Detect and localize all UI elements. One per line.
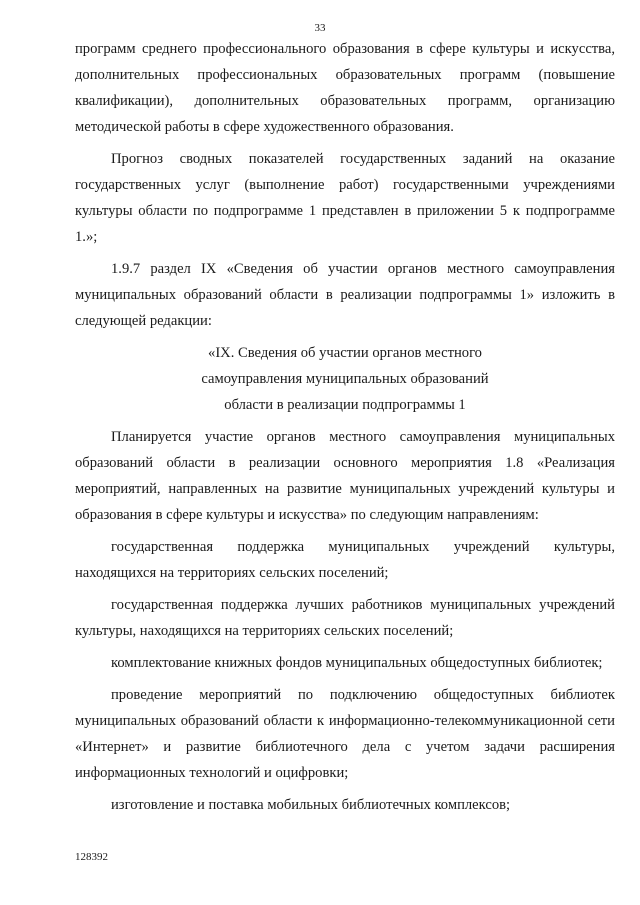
list-item-mobile-libraries: изготовление и поставка мобильных библиотечных комплексов; [111,797,511,813]
list-item-best-workers: государственная поддержка лучших работников муниципальных учреждений культуры, находящихся на территориях сельских поселений; [75,597,615,639]
list-item-internet: проведение мероприятий по подключению общедоступных библиотек муниципальных образований области к информационно-телекоммуникационной сети «Интернет» и развитие библиотечного дела с учетом задачи расширения информационных технологий и оцифровки; [75,687,615,781]
paragraph-continuation: программ среднего профессионального образования в сфере культуры и искусства, дополнительных профессиональных образовательных программ (повышение квалификации), дополнительных образовательных программ, организацию методической работы в сфере художественного образования. [75,41,615,135]
list-item-rural-support: государственная поддержка муниципальных учреждений культуры, находящихся на территориях сельских поселений; [75,539,615,581]
paragraph-planned: Планируется участие органов местного самоуправления муниципальных образований области в реализации основного мероприятия 1.8 «Реализация мероприятий, направленных на развитие муниципальных учреждений культуры и образования в сфере культуры и искусства» по следующим направлениям: [75,429,615,523]
page-number: 33 [314,22,326,34]
document-body [75,36,615,818]
section-heading-line-3: области в реализации подпрограммы 1 [224,397,466,413]
paragraph-clause-1-9-7: 1.9.7 раздел IX «Сведения об участии органов местного самоуправления муниципальных образований области в реализации подпрограммы 1» изложить в следующей редакции: [75,261,615,329]
list-item-book-funds: комплектование книжных фондов муниципальных общедоступных библиотек; [111,655,603,671]
section-heading [75,340,615,418]
section-heading-line-2: самоуправления муниципальных образований [201,371,489,387]
document-code: 128392 [75,851,108,863]
paragraph-forecast: Прогноз сводных показателей государственных заданий на оказание государственных услуг (выполнение работ) государственными учреждениями культуры области по подпрограмме 1 представлен в приложении 5 к подпрограмме 1.»; [75,151,615,245]
section-heading-line-1: «IX. Сведения об участии органов местного [208,345,482,361]
